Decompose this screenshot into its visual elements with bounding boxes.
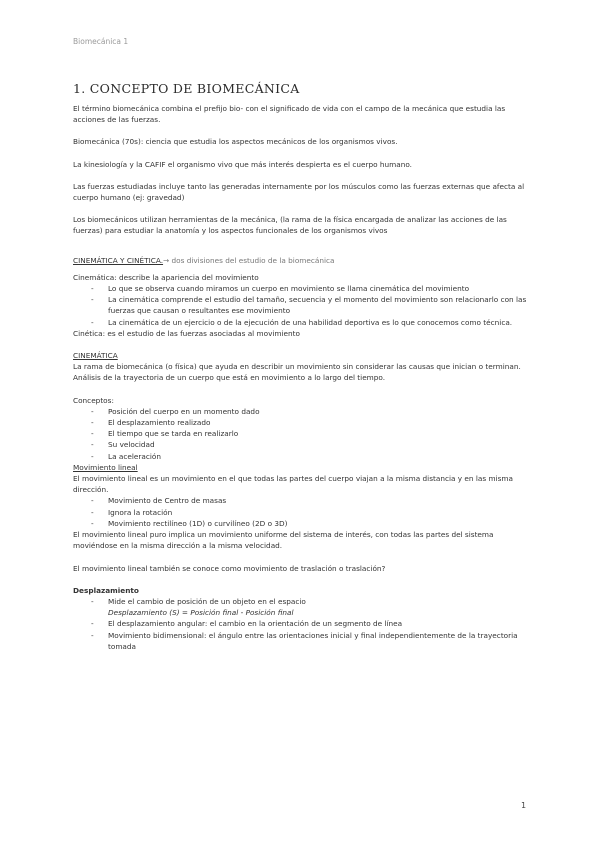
list-item: - El desplazamiento realizado — [91, 417, 528, 428]
movimiento-lineal-puro: El movimiento lineal puro implica un movimiento uniforme del sistema de interés, con todas las partes del sistema moviéndose en la misma dirección a la misma velocidad. — [73, 530, 494, 551]
list-item: - Movimiento de Centro de masas — [91, 495, 528, 506]
movimiento-lineal-list — [73, 495, 528, 529]
page-title: 1. CONCEPTO DE BIOMECÁNICA — [73, 81, 300, 97]
cinematica-heading: CINEMÁTICA — [73, 351, 118, 361]
list-item: - La aceleración — [91, 451, 528, 462]
running-header: Biomecánica 1 — [73, 37, 129, 46]
movimiento-lineal-text: El movimiento lineal es un movimiento en el que todas las partes del cuerpo viajan a la misma distancia y en las misma dirección. — [73, 474, 513, 495]
list-item: - Posición del cuerpo en un momento dado — [91, 406, 528, 417]
movimiento-lineal-heading: Movimiento lineal — [73, 462, 138, 472]
conceptos-list — [73, 406, 528, 462]
intro-paragraph-5: Los biomecánicos utilizan herramientas de la mecánica, (la rama de la física encargada de analizar las acciones de las fuerzas) para estudiar la anatomía y los aspectos funcionales de los organismos vivos — [73, 215, 507, 236]
list-item: - Movimiento rectilíneo (1D) o curvilíneo (2D o 3D) — [91, 518, 528, 529]
formula-wrapper — [73, 607, 528, 618]
list-item: - Lo que se observa cuando miramos un cuerpo en movimiento se llama cinemática del movimiento — [91, 283, 528, 294]
list-item: - La cinemática de un ejercicio o de la ejecución de una habilidad deportiva es lo que conocemos como técnica. — [91, 317, 528, 328]
list-item — [91, 596, 528, 607]
cinematica-text: La rama de biomecánica (o física) que ayuda en describir un movimiento sin considerar las causas que inician o terminan. Análisis de la trayectoria de un cuerpo que está en movimiento a lo largo del tiempo. — [73, 362, 521, 383]
cinematica-definition-list — [73, 283, 528, 328]
list-item: - La cinemática comprende el estudio del tamaño, secuencia y el momento del movimiento son relacionarlo con las fuerzas que causan o resultantes ese movimiento — [91, 294, 528, 316]
cinetica-definition: Cinética: es el estudio de las fuerzas asociadas al movimiento — [73, 328, 301, 338]
document-body — [73, 103, 528, 652]
cinematica-definition: Cinemática: describe la apariencia del movimiento — [73, 272, 259, 282]
desplazamiento-formula: Desplazamiento (S) = Posición final - Posición final — [108, 608, 294, 618]
intro-paragraph-3: La kinesiología y la CAFIF el organismo vivo que más interés despierta es el cuerpo humano. — [73, 159, 412, 169]
list-item: - Su velocidad — [91, 439, 528, 450]
divisions-line — [73, 255, 528, 266]
desplazamiento-list — [73, 596, 528, 607]
divisions-heading: CINEMÁTICA Y CINÉTICA. — [73, 255, 164, 265]
conceptos-heading: Conceptos: — [73, 395, 114, 405]
desplazamiento-item-text: Mide el cambio de posición de un objeto en el espacio — [108, 596, 306, 606]
list-item: - Movimiento bidimensional: el ángulo entre las orientaciones inicial y final independientemente de la trayectoria tomada — [91, 630, 528, 652]
desplazamiento-heading: Desplazamiento — [73, 585, 139, 595]
list-item: - El desplazamiento angular: el cambio en la orientación de un segmento de línea — [91, 618, 528, 629]
intro-paragraph-1: El término biomecánica combina el prefijo bio- con el significado de vida con el campo de la mecánica que estudia las acciones de las fuerzas. — [73, 104, 506, 125]
desplazamiento-list-2 — [73, 618, 528, 652]
page-number: 1 — [521, 801, 527, 810]
intro-paragraph-4: Las fuerzas estudiadas incluye tanto las generadas internamente por los músculos como las fuerzas externas que afecta al cuerpo humano (ej: gravedad) — [73, 181, 525, 203]
movimiento-lineal-traslacion: El movimiento lineal también se conoce como movimiento de traslación o traslación? — [73, 563, 386, 573]
list-item: - El tiempo que se tarda en realizarlo — [91, 428, 528, 439]
intro-paragraph-2: Biomecánica (70s): ciencia que estudia los aspectos mecánicos de los organismos vivos. — [73, 137, 398, 147]
list-item: - Ignora la rotación — [91, 507, 528, 518]
divisions-note: → dos divisiones del estudio de la biomecánica — [163, 255, 335, 265]
